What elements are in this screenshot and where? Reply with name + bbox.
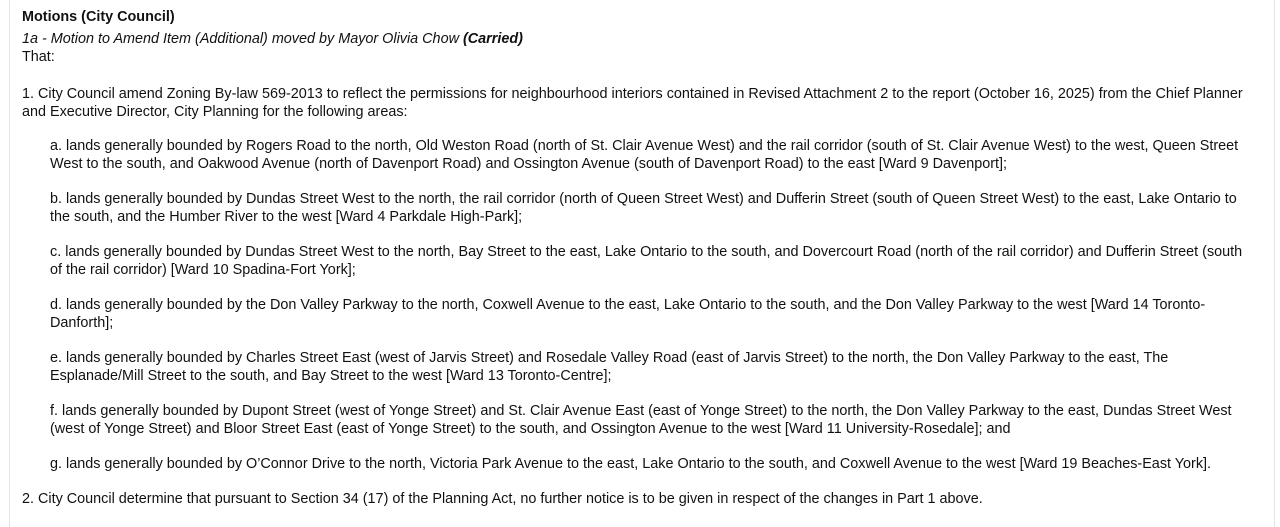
area-item-a: a. lands generally bounded by Rogers Road to the north, Old Weston Road (north of St. Clair Avenue West) and the rail corridor (south of St. Clair Avenue West) to the west, Queen Street West to the south, and Oakwood Avenue (north of Davenport Road) and Ossington Avenue (south of Davenport Road) to the east [Ward 9 Davenport]; [50,138,1239,172]
area-item-e: e. lands generally bounded by Charles Street East (west of Jarvis Street) and Rosedale Valley Road (east of Jarvis Street) to the north, the Don Valley Parkway to the east, The Esplanade/Mill Street to the south, and Bay Street to the west [Ward 13 Toronto-Centre]; [50,350,1169,384]
that-label: That: [22,49,55,65]
area-item-d: d. lands generally bounded by the Don Valley Parkway to the north, Coxwell Avenue to the east, Lake Ontario to the south, and the Don Valley Parkway to the west [Ward 14 Toronto-Danforth]; [50,297,1206,331]
motion-heading [22,30,1258,48]
motion-status: (Carried) [462,31,523,47]
clause-1: 1. City Council amend Zoning By-law 569-2013 to reflect the permissions for neighbourhood interiors contained in Revised Attachment 2 to the report (October 16, 2025) from the Chief Planner and Executive Director, City Planning for the following areas: [22,86,1243,120]
clause-2: 2. City Council determine that pursuant to Section 34 (17) of the Planning Act, no further notice is to be given in respect of the changes in Part 1 above. [22,491,983,507]
motion-label: 1a - Motion to Amend Item (Additional) moved by Mayor Olivia Chow [22,31,459,47]
section-title: Motions (City Council) [22,9,175,25]
area-item-c: c. lands generally bounded by Dundas Street West to the north, Bay Street to the east, Lake Ontario to the south, and Dovercourt Road (north of the rail corridor) and Dufferin Street (south of the rail corridor) [Ward 10 Spadina-Fort York]; [50,244,1243,278]
area-item-f: f. lands generally bounded by Dupont Street (west of Yonge Street) and St. Clair Avenue East (east of Yonge Street) to the north, the Don Valley Parkway to the east, Dundas Street West (west of Yonge Street) and Bloor Street East (east of Yonge Street) to the south, and Ossington Avenue to the west [Ward 11 University-Rosedale]; and [50,403,1232,437]
area-item-b: b. lands generally bounded by Dundas Street West to the north, the rail corridor (north of Queen Street West) and Dufferin Street (south of Queen Street West) to the east, Lake Ontario to the south, and the Humber River to the west [Ward 4 Parkdale High-Park]; [50,191,1237,225]
area-item-g: g. lands generally bounded by O’Connor Drive to the north, Victoria Park Avenue to the east, Lake Ontario to the south, and Coxwell Avenue to the west [Ward 19 Beaches-East York]. [50,456,1212,472]
motion-document [22,8,1258,508]
